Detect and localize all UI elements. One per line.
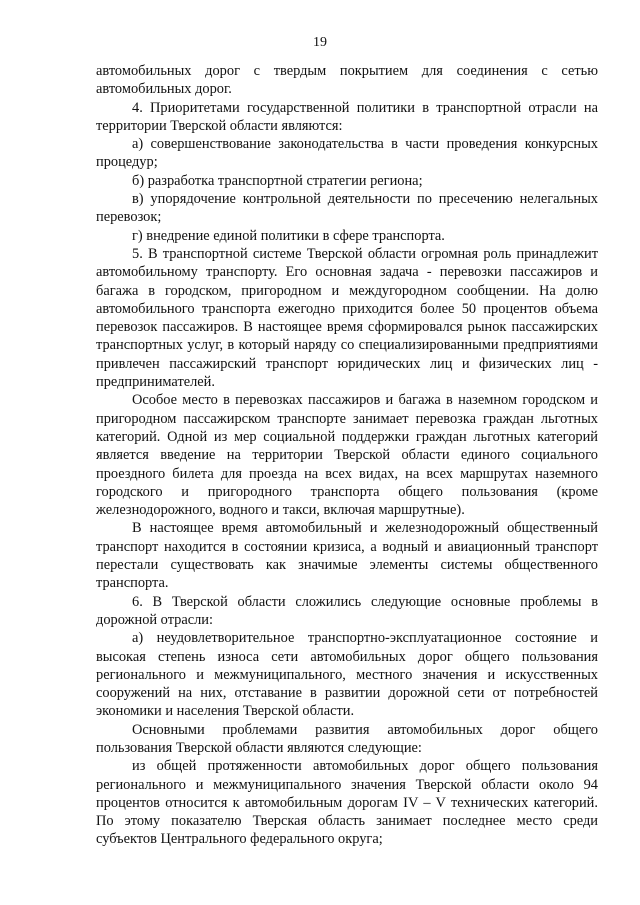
paragraph-4-priorities: 4. Приоритетами государственной политики в транспортной отрасли на территории Тверской области являются: — [96, 99, 598, 134]
list-item-v: в) упорядочение контрольной деятельности по пресечению нелегальных перевозок; — [96, 191, 598, 226]
list-item-g: г) внедрение единой политики в сфере транспорта. — [132, 227, 445, 244]
paragraph-continuation: автомобильных дорог с твердым покрытием для соединения с сетью автомобильных дорог. — [96, 63, 598, 98]
paragraph-6-road-problems: 6. В Тверской области сложились следующие основные проблемы в дорожной отрасли: — [96, 593, 598, 628]
list-item-b: б) разработка транспортной стратегии региона; — [132, 172, 423, 189]
paragraph-preferential-passengers: Особое место в перевозках пассажиров и багажа в наземном городском и пригородном пассажирском транспорте занимает перевозка граждан льготных категорий. Одной из мер социальной поддержки граждан льготных категорий является введение на территории Тверской области единого социального проездного билета для проезда на всех видах, на всех маршрутах наземного городского и пригородного транспорта общего пользования (кроме железнодорожного, водного и такси, включая маршрутные). — [96, 392, 598, 519]
paragraph-main-problems: Основными проблемами развития автомобильных дорог общего пользования Тверской области являются следующие: — [96, 721, 598, 756]
list-item-a: а) совершенствование законодательства в части проведения конкурсных процедур; — [96, 136, 598, 171]
paragraph-road-categories: из общей протяженности автомобильных дорог общего пользования регионального и межмуниципального значения Тверской области около 94 процентов относится к автомобильным дорогам IV – V технических категорий. По этому показателю Тверская область занимает последнее место среди субъектов Центрального федерального округа; — [96, 758, 598, 848]
paragraph-5-transport: 5. В транспортной системе Тверской области огромная роль принадлежит автомобильному транспорту. Его основная задача - перевозки пассажиров и багажа в городском, пригородном и междугородном сообщении. На долю автомобильного транспорта ежегодно приходится более 50 процентов объема перевозок пассажиров. В настоящее время сформировался рынок пассажирских транспортных услуг, в который наряду со специализированными предприятиями привлечен пассажирский транспорт юридических лиц и физических лиц - предпринимателей. — [96, 245, 598, 391]
list-item-a-road-condition: а) неудовлетворительное транспортно-эксплуатационное состояние и высокая степень износа сети автомобильных дорог общего пользования регионального и межмуниципального, местного значения и искусственных сооружений на них, отставание в развитии дорожной сети от потребностей экономики и населения Тверской области. — [96, 630, 598, 720]
document-body — [96, 62, 598, 849]
paragraph-public-transport-crisis: В настоящее время автомобильный и железнодорожный общественный транспорт находится в состоянии кризиса, а водный и авиационный транспорт перестали существовать как значимые элементы системы общественного транспорта. — [96, 520, 598, 592]
page-number: 19 — [313, 35, 327, 50]
